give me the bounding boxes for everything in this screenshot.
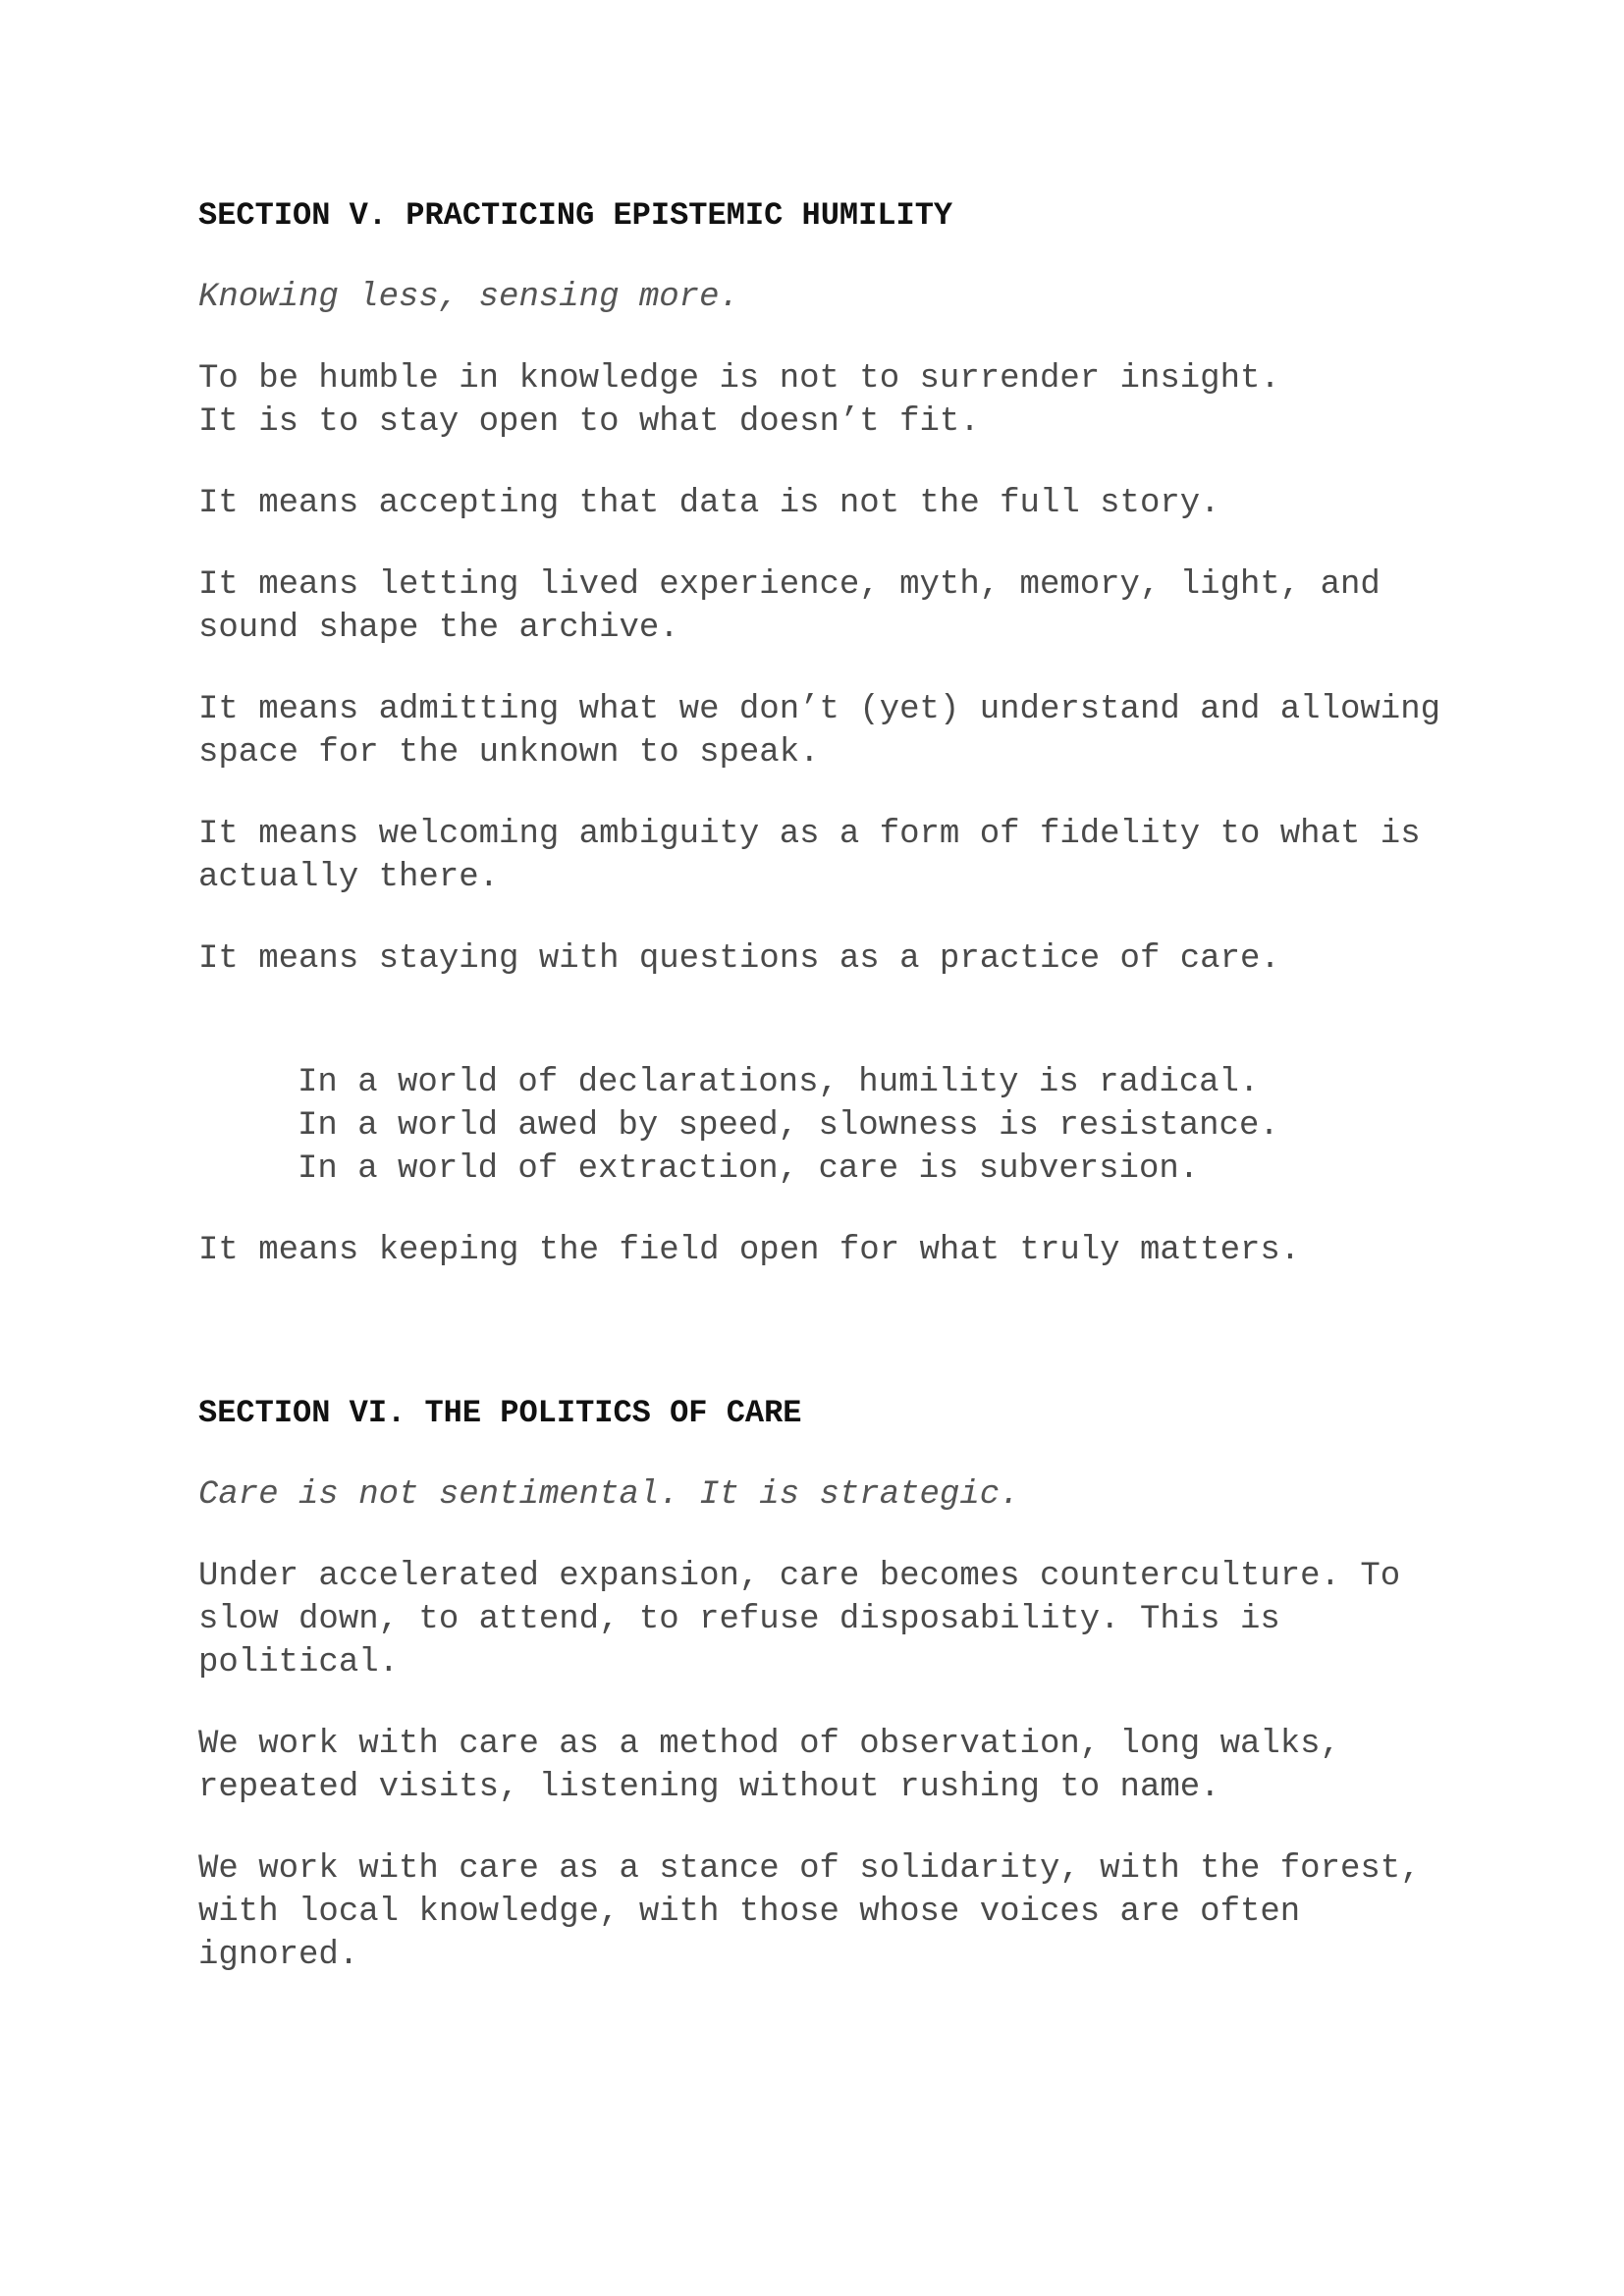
paragraph-line: It means keeping the field open for what truly matters. (198, 1232, 1301, 1269)
section-v-heading: SECTION V. PRACTICING EPISTEMIC HUMILITY (198, 197, 953, 234)
paragraph-line: with local knowledge, with those whose voices are often (198, 1894, 1301, 1931)
paragraph-line: It means admitting what we don’t (yet) understand and allowing (198, 691, 1441, 728)
paragraph-line: We work with care as a stance of solidarity, with the forest, (198, 1850, 1421, 1888)
quote-line: In a world of extraction, care is subversion. (298, 1150, 1200, 1188)
paragraph-line: We work with care as a method of observation, long walks, (198, 1726, 1340, 1763)
paragraph-line: It is to stay open to what doesn’t fit. (198, 403, 980, 441)
paragraph-line: It means letting lived experience, myth, memory, light, and (198, 566, 1380, 604)
section-v-subtitle: Knowing less, sensing more. (198, 279, 739, 316)
paragraph-line: space for the unknown to speak. (198, 734, 820, 772)
paragraph-line: It means accepting that data is not the full story. (198, 485, 1220, 522)
paragraph-line: ignored. (198, 1937, 359, 1974)
section-vi-heading: SECTION VI. THE POLITICS OF CARE (198, 1395, 802, 1431)
paragraph-line: It means welcoming ambiguity as a form of fidelity to what is (198, 816, 1421, 853)
paragraph-line: Under accelerated expansion, care becomes counterculture. To (198, 1558, 1401, 1595)
section-vi-subtitle: Care is not sentimental. It is strategic. (198, 1476, 1020, 1514)
paragraph-line: It means staying with questions as a practice of care. (198, 940, 1280, 978)
quote-line: In a world awed by speed, slowness is resistance. (298, 1107, 1279, 1145)
paragraph-line: To be humble in knowledge is not to surrender insight. (198, 360, 1280, 398)
paragraph-line: slow down, to attend, to refuse disposability. This is (198, 1601, 1280, 1638)
paragraph-line: actually there. (198, 859, 500, 896)
paragraph-line: sound shape the archive. (198, 610, 679, 647)
paragraph-line: political. (198, 1644, 400, 1682)
quote-line: In a world of declarations, humility is radical. (298, 1064, 1260, 1101)
paragraph-line: repeated visits, listening without rushing to name. (198, 1769, 1220, 1806)
